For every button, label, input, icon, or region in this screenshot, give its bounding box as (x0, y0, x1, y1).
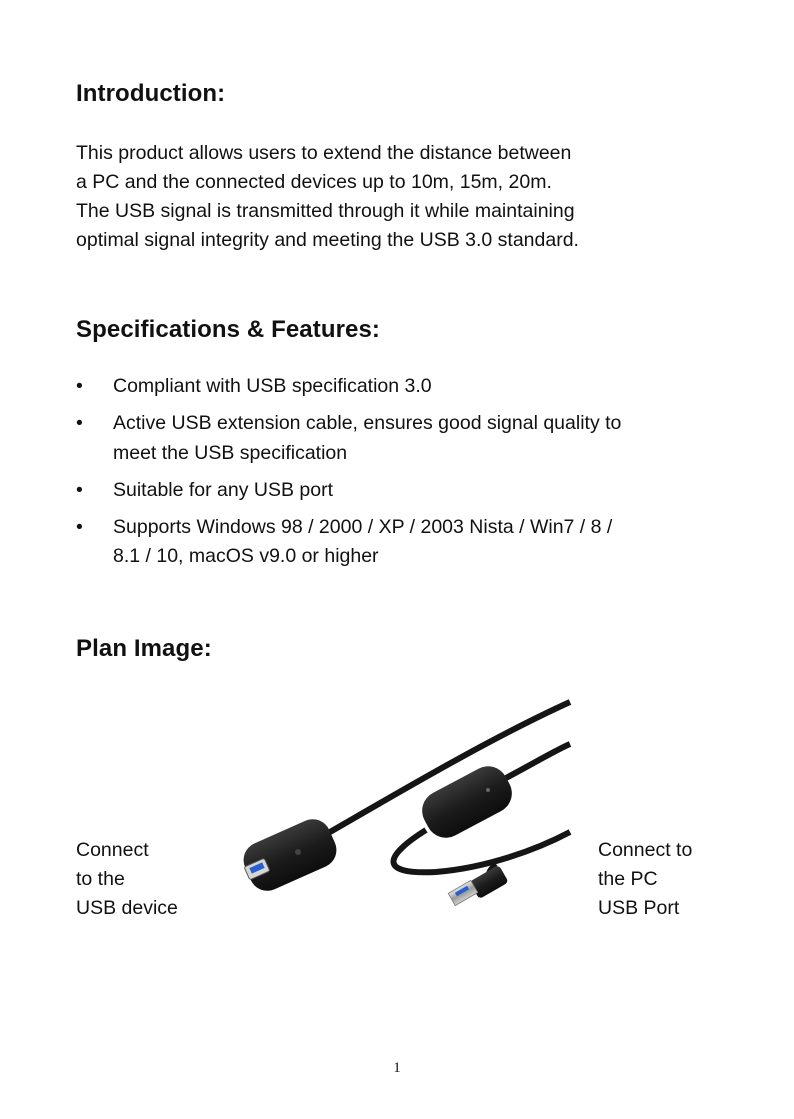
left-label-line: Connect (76, 839, 149, 861)
female-socket-housing (238, 813, 342, 896)
male-plug-connector (448, 880, 478, 905)
left-connection-label (76, 836, 178, 923)
right-label-line: the PC (598, 868, 658, 890)
list-item-text: Supports Windows 98 / 2000 / XP / 2003 Nista / Win7 / 8 / (113, 515, 613, 538)
left-label-line: to the (76, 868, 125, 890)
page-number: 1 (393, 1060, 401, 1076)
bullet-icon: • (76, 515, 83, 538)
plan-image-heading: Plan Image: (76, 635, 212, 662)
right-connection-label (598, 836, 692, 923)
bullet-icon: • (76, 375, 83, 397)
list-item-text: Compliant with USB specification 3.0 (113, 375, 432, 397)
introduction-line: This product allows users to extend the distance between (76, 142, 572, 164)
list-item (76, 409, 736, 468)
specifications-list (76, 372, 736, 579)
left-label-line: USB device (76, 897, 178, 919)
cable-segment (506, 744, 570, 778)
list-item (76, 476, 736, 506)
list-item-text: meet the USB specification (113, 441, 348, 464)
right-label-line: Connect to (598, 839, 693, 861)
list-item-text: Suitable for any USB port (113, 478, 334, 501)
list-item-text: 8.1 / 10, macOS v9.0 or higher (113, 545, 379, 567)
list-item-text: Active USB extension cable, ensures good signal quality to (113, 412, 622, 434)
bullet-icon: • (76, 478, 83, 501)
introduction-line: a PC and the connected devices up to 10m, 15m, 20m. (76, 171, 552, 193)
usb-extension-cable-icon (236, 690, 576, 915)
introduction-line: The USB signal is transmitted through it while maintaining (76, 200, 575, 222)
introduction-heading: Introduction: (76, 80, 226, 107)
specifications-heading: Specifications & Features: (76, 316, 381, 343)
list-item (76, 513, 736, 572)
list-item (76, 372, 736, 402)
cable-segment (394, 830, 571, 872)
introduction-line: optimal signal integrity and meeting the USB 3.0 standard. (76, 229, 579, 251)
right-label-line: USB Port (598, 897, 680, 919)
introduction-paragraph (76, 139, 716, 255)
bullet-icon: • (76, 412, 83, 434)
